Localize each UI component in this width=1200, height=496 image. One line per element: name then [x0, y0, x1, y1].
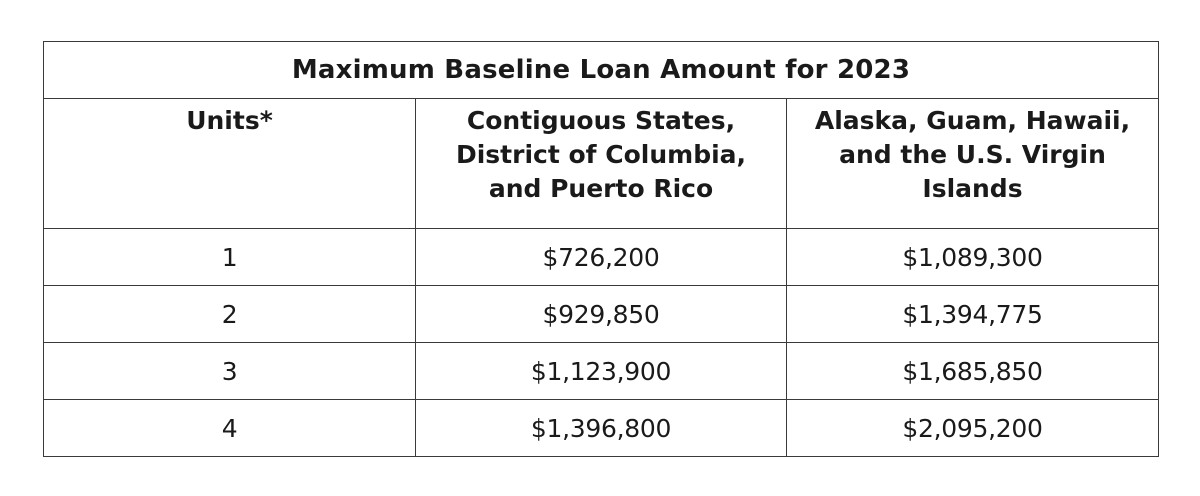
contiguous-amount-cell: $1,396,800 — [416, 400, 787, 457]
header-contiguous-line: and Puerto Rico — [488, 174, 714, 203]
header-units: Units* — [44, 99, 416, 229]
loan-limits-table — [43, 41, 1159, 457]
table-title: Maximum Baseline Loan Amount for 2023 — [44, 42, 1159, 99]
table-row — [44, 400, 1159, 457]
title-row — [44, 42, 1159, 99]
header-row — [44, 99, 1159, 229]
units-cell: 1 — [44, 229, 416, 286]
alaska-amount-cell: $1,394,775 — [787, 286, 1159, 343]
contiguous-amount-cell: $929,850 — [416, 286, 787, 343]
table-row — [44, 343, 1159, 400]
units-cell: 2 — [44, 286, 416, 343]
header-alaska-line: Alaska, Guam, Hawaii, — [814, 106, 1131, 135]
alaska-amount-cell: $1,089,300 — [787, 229, 1159, 286]
loan-limits-table-container — [43, 41, 1158, 457]
header-alaska-guam-hawaii — [787, 99, 1159, 229]
header-alaska-line: and the U.S. Virgin — [839, 140, 1106, 169]
table-row — [44, 286, 1159, 343]
header-contiguous-line: District of Columbia, — [455, 140, 747, 169]
units-cell: 3 — [44, 343, 416, 400]
alaska-amount-cell: $1,685,850 — [787, 343, 1159, 400]
header-contiguous-line: Contiguous States, — [466, 106, 736, 135]
header-alaska-line: Islands — [922, 174, 1023, 203]
units-cell: 4 — [44, 400, 416, 457]
header-contiguous-states — [416, 99, 787, 229]
contiguous-amount-cell: $726,200 — [416, 229, 787, 286]
alaska-amount-cell: $2,095,200 — [787, 400, 1159, 457]
table-row — [44, 229, 1159, 286]
contiguous-amount-cell: $1,123,900 — [416, 343, 787, 400]
